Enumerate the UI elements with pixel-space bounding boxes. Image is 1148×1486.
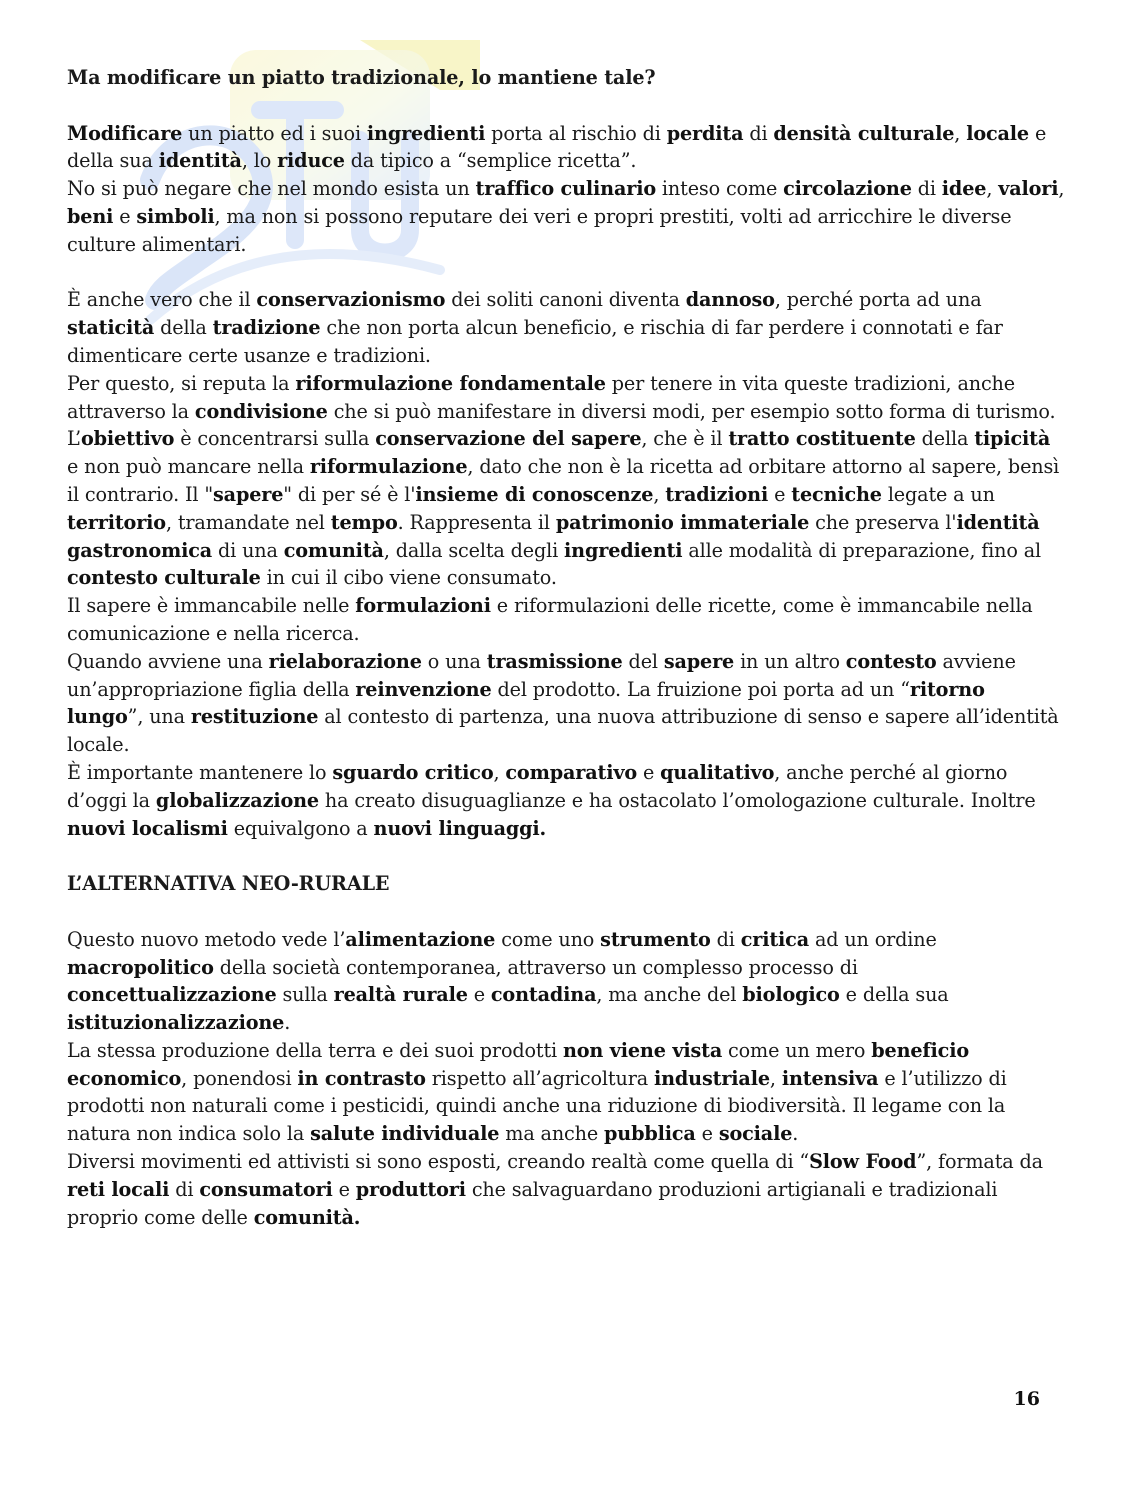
- question-heading: Ma modificare un piatto tradizionale, lo mantiene tale?: [67, 66, 656, 89]
- paragraph: [67, 759, 1067, 842]
- paragraph: [67, 1148, 1067, 1231]
- paragraph: [67, 120, 1067, 176]
- paragraph: [67, 926, 1067, 1037]
- text-run: sulla: [276, 983, 334, 1007]
- text-run: , lo: [241, 149, 278, 173]
- text-run: ,: [769, 1066, 782, 1090]
- paragraph: [67, 592, 1067, 648]
- bold-term: tempo: [330, 510, 398, 534]
- section-title: L’ALTERNATIVA NEO-RURALE: [67, 872, 390, 896]
- text-run: che si può manifestare in diversi modi, per esempio sotto forma di turismo.: [327, 399, 1056, 423]
- bold-term: ritorno lungo: [67, 677, 985, 729]
- text-run: avviene un’appropriazione figlia della: [67, 649, 1016, 701]
- bold-term: perdita: [666, 121, 744, 145]
- bold-term: circolazione: [783, 177, 912, 201]
- text-run: di una: [212, 538, 284, 562]
- text-run: , tramandate nel: [165, 510, 331, 534]
- bold-term: Modificare: [67, 121, 183, 145]
- bold-term: identità: [158, 149, 242, 173]
- bold-term: nuovi linguaggi.: [373, 816, 547, 840]
- bold-term: tipicità: [974, 427, 1051, 451]
- text-run: o una: [421, 649, 487, 673]
- page-number: 16: [1013, 1388, 1040, 1410]
- text-run: un piatto ed i suoi: [182, 121, 367, 145]
- bold-term: istituzionalizzazione: [67, 1011, 285, 1035]
- bold-term: reti locali: [67, 1177, 170, 1201]
- text-run: ,: [653, 482, 666, 506]
- text-run: e: [467, 983, 491, 1007]
- bold-term: rielaborazione: [268, 649, 422, 673]
- text-run: e non può mancare nella: [67, 455, 310, 479]
- bold-term: conservazione del sapere: [375, 427, 642, 451]
- text-run: della società contemporanea, attraverso un complesso processo di: [213, 955, 858, 979]
- bold-term: comunità.: [253, 1205, 361, 1229]
- text-run: ma anche: [499, 1122, 605, 1146]
- bold-term: tradizione: [212, 316, 321, 340]
- text-run: in cui il cibo viene consumato.: [260, 566, 557, 590]
- text-run: ”, una: [127, 705, 191, 729]
- text-run: , ma anche del: [596, 983, 743, 1007]
- bold-term: produttori: [355, 1177, 466, 1201]
- bold-term: dannoso: [685, 288, 775, 312]
- bold-term: sapere: [213, 482, 284, 506]
- text-run: L’: [67, 427, 81, 451]
- text-run: La stessa produzione della terra e dei suoi prodotti: [67, 1038, 563, 1062]
- text-run: ha creato disuguaglianze e ha ostacolato l’omologazione culturale. Inoltre: [318, 788, 1036, 812]
- paragraph: [67, 175, 1067, 258]
- text-run: e: [332, 1177, 356, 1201]
- bold-term: sguardo critico: [332, 760, 494, 784]
- text-run: Il sapere è immancabile nelle: [67, 594, 356, 618]
- text-run: e riformulazioni delle ricette, come è immancabile nella comunicazione e nella ricerca.: [67, 594, 1033, 645]
- text-run: ,: [493, 760, 506, 784]
- section-intro: [67, 120, 1067, 259]
- bold-term: comparativo: [505, 760, 638, 784]
- text-run: e: [113, 204, 137, 228]
- bold-term: densità culturale: [773, 121, 955, 145]
- text-run: " di per sé è l': [283, 482, 416, 506]
- bold-term: sapere: [663, 649, 735, 673]
- bold-term: conservazionismo: [256, 288, 446, 312]
- bold-term: qualitativo: [660, 760, 775, 784]
- bold-term: contesto culturale: [67, 566, 261, 590]
- bold-term: traffico culinario: [475, 177, 656, 201]
- text-run: per tenere in vita queste tradizioni, anche attraverso la: [67, 371, 1015, 423]
- text-run: , ma non si possono reputare dei veri e propri prestiti, volti ad arricchire le diverse culture alimentari.: [67, 204, 1012, 256]
- text-run: in un altro: [734, 649, 846, 673]
- bold-term: trasmissione: [486, 649, 623, 673]
- bold-term: strumento: [600, 927, 711, 951]
- text-run: di: [710, 927, 741, 951]
- section-neo-rurale: [67, 926, 1067, 1232]
- text-run: e della sua: [67, 121, 1047, 173]
- bold-term: realtà rurale: [333, 983, 468, 1007]
- bold-term: territorio: [67, 510, 166, 534]
- bold-term: biologico: [742, 983, 840, 1007]
- bold-term: ingredienti: [366, 121, 486, 145]
- paragraph: [67, 648, 1067, 759]
- text-run: al contesto di partenza, una nuova attribuzione di senso e sapere all’identità locale.: [67, 705, 1059, 757]
- document-body: [67, 64, 1067, 1231]
- text-run: ad un ordine: [809, 927, 937, 951]
- text-run: che non porta alcun beneficio, e rischia di far perdere i connotati e far dimenticare certe usanze e tradizioni.: [67, 316, 1003, 367]
- text-run: , dato che non è la ricetta ad orbitare attorno al sapere, bensì il contrario. Il ": [67, 455, 1060, 506]
- text-run: ,: [1058, 177, 1065, 201]
- spacer: [67, 842, 1067, 870]
- bold-term: staticità: [67, 316, 155, 340]
- text-run: , dalla scelta degli: [383, 538, 565, 562]
- bold-term: simboli: [136, 204, 215, 228]
- text-run: , perché porta ad una: [774, 288, 982, 312]
- text-run: e: [768, 482, 792, 506]
- bold-term: sociale: [718, 1122, 793, 1146]
- text-run: equivalgono a: [227, 816, 374, 840]
- paragraph: [67, 1037, 1067, 1148]
- bold-term: riduce: [277, 149, 345, 173]
- spacer: [67, 92, 1067, 120]
- paragraph: [67, 370, 1067, 426]
- bold-term: non viene vista: [562, 1038, 723, 1062]
- bold-term: identità gastronomica: [67, 510, 1040, 562]
- text-run: legate a un: [881, 482, 995, 506]
- text-run: ,: [954, 121, 967, 145]
- text-run: . Rappresenta il: [397, 510, 556, 534]
- bold-term: reinvenzione: [355, 677, 492, 701]
- bold-term: pubblica: [604, 1122, 696, 1146]
- bold-term: comunità: [283, 538, 384, 562]
- bold-term: industriale: [653, 1066, 770, 1090]
- text-run: , ponendosi: [181, 1066, 298, 1090]
- bold-term: insieme di conoscenze: [415, 482, 654, 506]
- text-run: della: [915, 427, 975, 451]
- text-run: e l’utilizzo di prodotti non naturali come i pesticidi, quindi anche una riduzione di biodiversità. Il legame con la natura non indica solo la: [67, 1066, 1007, 1146]
- bold-term: ingredienti: [564, 538, 683, 562]
- text-run: di: [169, 1177, 200, 1201]
- bold-term: locale: [966, 121, 1029, 145]
- bold-term: in contrasto: [297, 1066, 426, 1090]
- text-run: come un mero: [722, 1038, 872, 1062]
- paragraph: [67, 286, 1067, 369]
- bold-term: obiettivo: [80, 427, 175, 451]
- bold-term: contadina: [490, 983, 597, 1007]
- text-run: è concentrarsi sulla: [174, 427, 376, 451]
- bold-term: condivisione: [194, 399, 328, 423]
- bold-term: macropolitico: [67, 955, 214, 979]
- text-run: da tipico a “semplice ricetta”.: [344, 149, 637, 173]
- bold-term: alimentazione: [345, 927, 496, 951]
- text-run: di: [911, 177, 942, 201]
- bold-term: nuovi localismi: [67, 816, 228, 840]
- text-run: del prodotto. La fruizione poi porta ad un “: [491, 677, 910, 701]
- bold-term: tradizioni: [665, 482, 769, 506]
- text-run: e della sua: [839, 983, 949, 1007]
- text-run: della: [154, 316, 213, 340]
- text-run: porta al rischio di: [485, 121, 667, 145]
- text-run: È importante mantenere lo: [67, 760, 333, 784]
- bold-term: valori: [998, 177, 1059, 201]
- bold-term: restituzione: [190, 705, 319, 729]
- bold-term: critica: [740, 927, 810, 951]
- bold-term: consumatori: [199, 1177, 333, 1201]
- text-run: che salvaguardano produzioni artigianali e tradizionali proprio come delle: [67, 1177, 998, 1229]
- spacer: [67, 259, 1067, 287]
- bold-term: beneficio economico: [67, 1038, 969, 1090]
- text-run: ,: [986, 177, 999, 201]
- text-run: Per questo, si reputa la: [67, 371, 296, 395]
- spacer: [67, 898, 1067, 926]
- text-run: di: [743, 121, 774, 145]
- bold-term: Slow Food: [809, 1150, 917, 1174]
- bold-term: intensiva: [781, 1066, 879, 1090]
- text-run: .: [792, 1122, 799, 1146]
- text-run: e: [695, 1122, 719, 1146]
- text-run: Questo nuovo metodo vede l’: [67, 927, 346, 951]
- bold-term: riformulazione fondamentale: [295, 371, 606, 395]
- bold-term: tratto costituente: [728, 427, 916, 451]
- bold-term: concettualizzazione: [67, 983, 277, 1007]
- text-run: È anche vero che il: [67, 288, 257, 312]
- bold-term: riformulazione: [309, 455, 468, 479]
- text-run: e: [637, 760, 661, 784]
- text-run: , che è il: [641, 427, 729, 451]
- bold-term: formulazioni: [355, 594, 491, 618]
- text-run: No si può negare che nel mondo esista un: [67, 177, 476, 201]
- bold-term: globalizzazione: [155, 788, 319, 812]
- bold-term: tecniche: [791, 482, 882, 506]
- bold-term: beni: [67, 204, 114, 228]
- section-sapere: [67, 286, 1067, 842]
- bold-term: idee: [941, 177, 987, 201]
- text-run: come uno: [495, 927, 601, 951]
- bold-term: patrimonio immateriale: [555, 510, 810, 534]
- text-run: Diversi movimenti ed attivisti si sono esposti, creando realtà come quella di “: [67, 1150, 810, 1174]
- bold-term: contesto: [845, 649, 937, 673]
- paragraph: [67, 425, 1067, 592]
- text-run: ”, formata da: [916, 1150, 1043, 1174]
- text-run: .: [284, 1011, 291, 1035]
- text-run: alle modalità di preparazione, fino al: [682, 538, 1041, 562]
- text-run: inteso come: [655, 177, 784, 201]
- text-run: dei soliti canoni diventa: [445, 288, 686, 312]
- text-run: , anche perché al giorno d’oggi la: [67, 760, 1008, 812]
- text-run: che preserva l': [809, 510, 957, 534]
- text-run: rispetto all’agricoltura: [425, 1066, 654, 1090]
- bold-term: salute individuale: [310, 1122, 500, 1146]
- text-run: Quando avviene una: [67, 649, 269, 673]
- text-run: del: [622, 649, 664, 673]
